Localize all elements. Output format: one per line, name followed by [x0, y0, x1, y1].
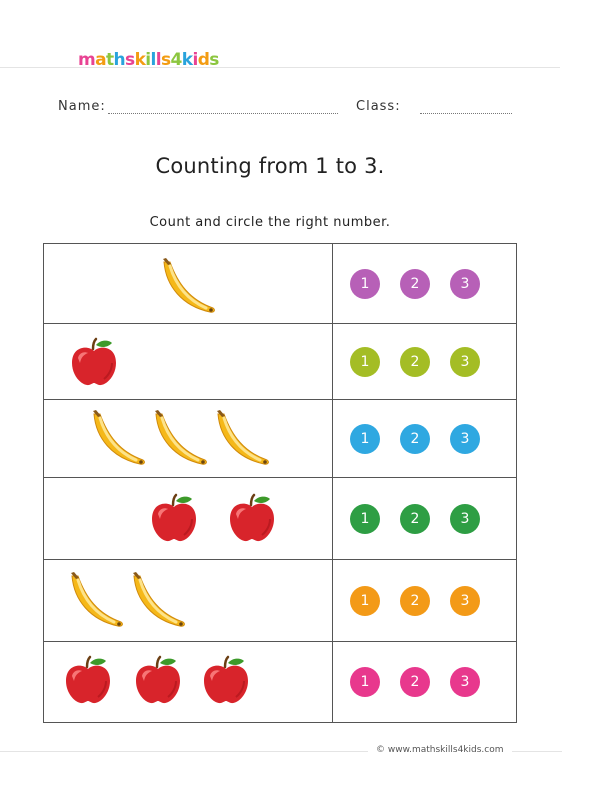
class-label: Class:: [356, 99, 401, 114]
fruit-picture-cell: [44, 560, 333, 641]
worksheet-instructions: Count and circle the right number.: [149, 215, 391, 230]
name-class-row: [58, 99, 518, 119]
fruit-picture-cell: [44, 400, 333, 477]
number-choice-1[interactable]: 1: [350, 586, 380, 616]
logo-letter: s: [161, 50, 171, 70]
fruit-picture-cell: [44, 244, 333, 323]
logo-letter: t: [106, 50, 114, 70]
table-row: [44, 478, 516, 560]
logo-letter: m: [78, 50, 96, 70]
number-choice-3[interactable]: 3: [450, 269, 480, 299]
table-row: [44, 560, 516, 642]
worksheet-title: Counting from 1 to 3.: [155, 154, 385, 178]
apple-icon: [200, 654, 252, 710]
table-row: [44, 324, 516, 400]
number-choice-2[interactable]: 2: [400, 347, 430, 377]
footer-divider-left: [0, 751, 368, 752]
banana-icon: [86, 408, 148, 474]
number-choices-cell: [332, 324, 516, 399]
number-choice-2[interactable]: 2: [400, 269, 430, 299]
table-row: [44, 642, 516, 722]
apple-icon: [62, 654, 114, 710]
number-choices-cell: [332, 560, 516, 641]
number-choice-3[interactable]: 3: [450, 347, 480, 377]
name-label: Name:: [58, 99, 106, 114]
banana-icon: [126, 570, 188, 636]
number-choices-cell: [332, 642, 516, 722]
logo-letter: k: [181, 50, 193, 70]
banana-icon: [210, 408, 272, 474]
number-choice-2[interactable]: 2: [400, 667, 430, 697]
site-logo: [78, 50, 219, 70]
logo-letter: h: [113, 50, 126, 70]
class-blank-line[interactable]: [420, 113, 512, 114]
number-choice-3[interactable]: 3: [450, 586, 480, 616]
number-choice-1[interactable]: 1: [350, 667, 380, 697]
table-row: [44, 244, 516, 324]
number-choices-cell: [332, 478, 516, 559]
number-choice-3[interactable]: 3: [450, 504, 480, 534]
number-choice-2[interactable]: 2: [400, 586, 430, 616]
number-choices-cell: [332, 244, 516, 323]
banana-icon: [64, 570, 126, 636]
name-blank-line[interactable]: [108, 113, 338, 114]
logo-letter: i: [145, 50, 151, 70]
apple-icon: [68, 336, 120, 392]
apple-icon: [148, 492, 200, 548]
number-choice-1[interactable]: 1: [350, 269, 380, 299]
footer-divider-right: [512, 751, 562, 752]
number-choice-3[interactable]: 3: [450, 424, 480, 454]
logo-letter: 4: [170, 50, 182, 70]
logo-letter: s: [209, 50, 219, 70]
logo-letter: s: [125, 50, 135, 70]
number-choice-2[interactable]: 2: [400, 504, 430, 534]
number-choices-cell: [332, 400, 516, 477]
fruit-picture-cell: [44, 642, 333, 722]
fruit-picture-cell: [44, 478, 333, 559]
apple-icon: [226, 492, 278, 548]
logo-letter: i: [192, 50, 198, 70]
logo-letter: a: [95, 50, 106, 70]
number-choice-1[interactable]: 1: [350, 347, 380, 377]
number-choice-3[interactable]: 3: [450, 667, 480, 697]
logo-letter: l: [150, 50, 156, 70]
number-choice-1[interactable]: 1: [350, 424, 380, 454]
apple-icon: [132, 654, 184, 710]
counting-table: [43, 243, 517, 723]
number-choice-2[interactable]: 2: [400, 424, 430, 454]
table-row: [44, 400, 516, 478]
logo-letter: d: [197, 50, 210, 70]
number-choice-1[interactable]: 1: [350, 504, 380, 534]
logo-letter: k: [134, 50, 146, 70]
banana-icon: [156, 256, 218, 322]
fruit-picture-cell: [44, 324, 333, 399]
copyright-footer: © www.mathskills4kids.com: [376, 745, 504, 755]
banana-icon: [148, 408, 210, 474]
logo-letter: l: [155, 50, 161, 70]
